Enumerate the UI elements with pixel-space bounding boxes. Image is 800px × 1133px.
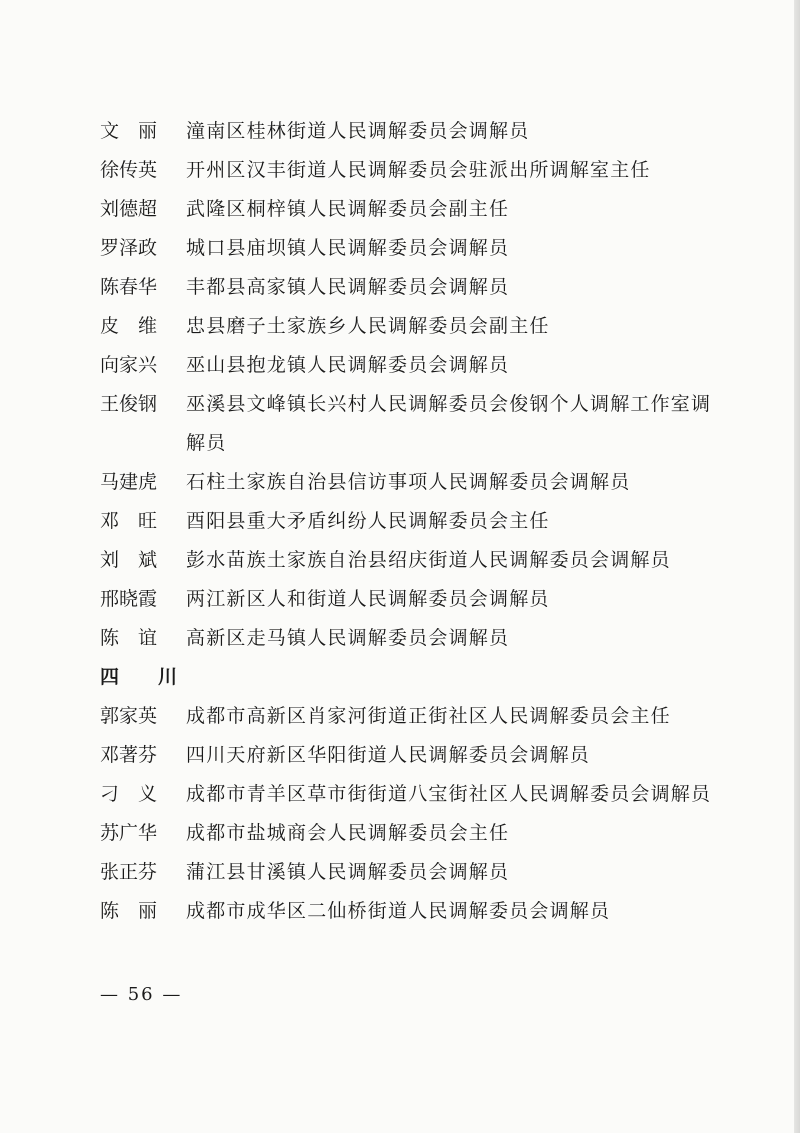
person-position: 开州区汉丰街道人民调解委员会驻派出所调解室主任 [186,159,651,181]
scan-edge [794,0,800,1133]
person-position: 武隆区桐梓镇人民调解委员会副主任 [186,198,510,220]
person-position: 高新区走马镇人民调解委员会调解员 [186,627,510,649]
page-number: — 56 — [100,984,183,1005]
person-name: 刘 斌 [100,549,158,571]
list-item [100,502,720,541]
list-item [100,307,720,346]
person-name: 徐传英 [100,159,158,181]
mediator-list [100,112,720,931]
person-name: 郭家英 [100,705,158,727]
person-position: 两江新区人和街道人民调解委员会调解员 [186,588,550,610]
person-name: 马建虎 [100,471,158,493]
person-position: 四川天府新区华阳街道人民调解委员会调解员 [186,744,591,766]
person-name: 罗泽政 [100,237,158,259]
list-item [100,190,720,229]
person-name: 陈 谊 [100,627,158,649]
person-position: 蒲江县甘溪镇人民调解委员会调解员 [186,861,510,883]
list-item [100,541,720,580]
person-position: 巫溪县文峰镇长兴村人民调解委员会俊钢个人调解工作室调解员 [186,393,712,454]
list-item [100,814,720,853]
person-name: 陈春华 [100,276,158,298]
person-position: 忠县磨子土家族乡人民调解委员会副主任 [186,315,550,337]
list-item [100,892,720,931]
person-position: 石柱土家族自治县信访事项人民调解委员会调解员 [186,471,631,493]
person-name: 苏广华 [100,822,158,844]
person-name: 刘德超 [100,198,158,220]
person-name: 皮 维 [100,315,158,337]
list-item [100,112,720,151]
list-item [100,268,720,307]
person-position: 酉阳县重大矛盾纠纷人民调解委员会主任 [186,510,550,532]
list-item [100,229,720,268]
list-item [100,619,720,658]
list-item [100,346,720,385]
person-position: 彭水苗族土家族自治县绍庆街道人民调解委员会调解员 [186,549,671,571]
person-position: 成都市青羊区草市街街道八宝街社区人民调解委员会调解员 [186,783,712,805]
person-name: 邓著芬 [100,744,158,766]
person-position: 潼南区桂林街道人民调解委员会调解员 [186,120,530,142]
list-item [100,736,720,775]
person-name: 陈 丽 [100,900,158,922]
section-heading: 四 川 [100,666,188,688]
list-item [100,385,720,463]
person-position: 成都市高新区肖家河街道正街社区人民调解委员会主任 [186,705,671,727]
person-name: 文 丽 [100,120,158,142]
list-item [100,151,720,190]
person-position: 巫山县抱龙镇人民调解委员会调解员 [186,354,510,376]
person-name: 刁 义 [100,783,158,805]
list-item [100,775,720,814]
list-item [100,580,720,619]
person-name: 王俊钢 [100,393,158,415]
person-position: 成都市盐城商会人民调解委员会主任 [186,822,510,844]
person-name: 张正芬 [100,861,158,883]
person-position: 成都市成华区二仙桥街道人民调解委员会调解员 [186,900,611,922]
person-position: 丰都县高家镇人民调解委员会调解员 [186,276,510,298]
list-item [100,853,720,892]
list-item [100,697,720,736]
person-name: 邢晓霞 [100,588,158,610]
person-position: 城口县庙坝镇人民调解委员会调解员 [186,237,510,259]
person-name: 邓 旺 [100,510,158,532]
person-name: 向家兴 [100,354,158,376]
list-item [100,463,720,502]
